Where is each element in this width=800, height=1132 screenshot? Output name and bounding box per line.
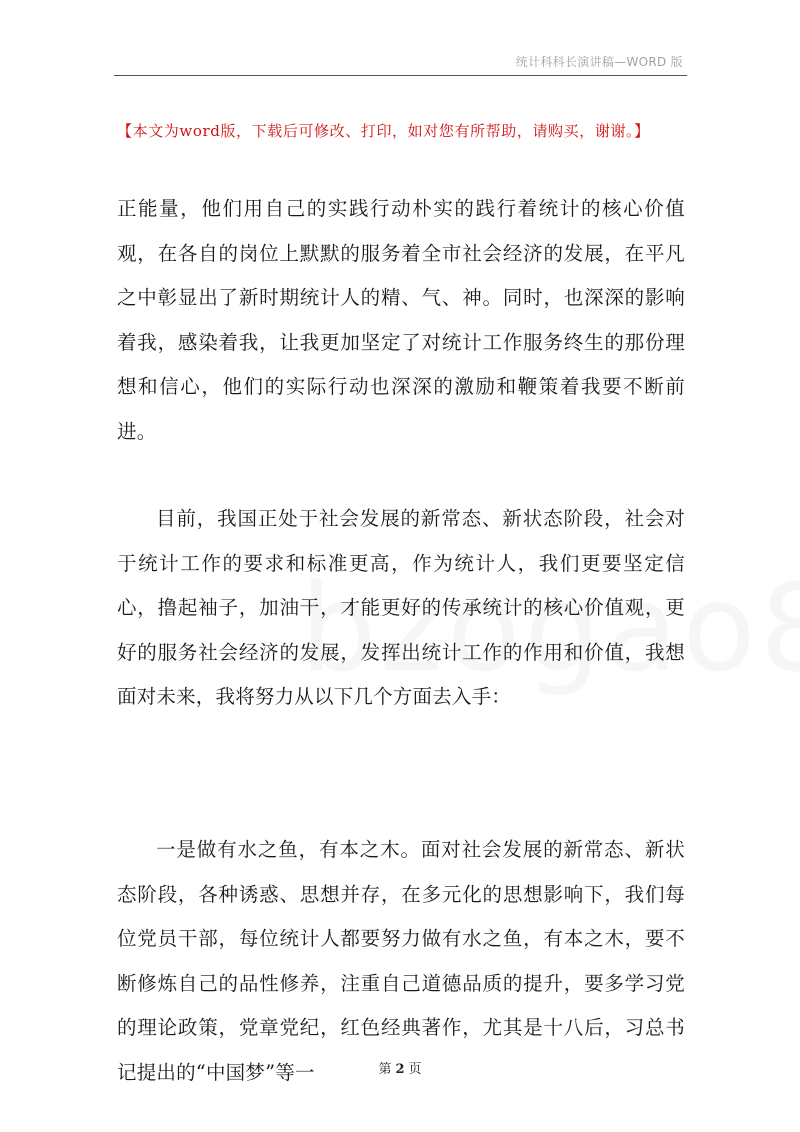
running-header: 统计科科长演讲稿—WORD 版 [515,55,683,69]
download-notice: 【本文为word版，下载后可修改、打印，如对您有所帮助，请购买，谢谢。】 [117,122,650,140]
page-number: 2 [395,1062,405,1077]
page-footer [0,1058,800,1077]
header-divider [114,75,687,76]
footer-suffix: 页 [408,1062,422,1077]
paragraph-3: 一是做有水之鱼，有本之木。面对社会发展的新常态、新状态阶段，各种诱惑、思想并存，在多元化的思想影响下，我们每位党员干部，每位统计人都要努力做有水之鱼，有本之木，要不断修炼自己的品性修养，注重自己道德品质的提升，要多学习党的理论政策，党章党纪，红色经典著作，尤其是十八后，习总书记提出的“中国梦”等一 [117,838,685,1084]
footer-prefix: 第 [378,1062,392,1077]
paragraph-2: 目前，我国正处于社会发展的新常态、新状态阶段，社会对于统计工作的要求和标准更高，作为统计人，我们更要坚定信心，撸起袖子，加油干，才能更好的传承统计的核心价值观，更好的服务社会经济的发展，发挥出统计工作的作用和价值，我想面对未来，我将努力从以下几个方面去入手： [117,507,685,708]
paragraph-1: 正能量，他们用自己的实践行动朴实的践行着统计的核心价值观，在各自的岗位上默默的服务着全市社会经济的发展，在平凡之中彰显出了新时期统计人的精、气、神。同时，也深深的影响着我，感染着我，让我更加坚定了对统计工作服务终生的那份理想和信心，他们的实际行动也深深的激励和鞭策着我要不断前进。 [117,197,685,443]
